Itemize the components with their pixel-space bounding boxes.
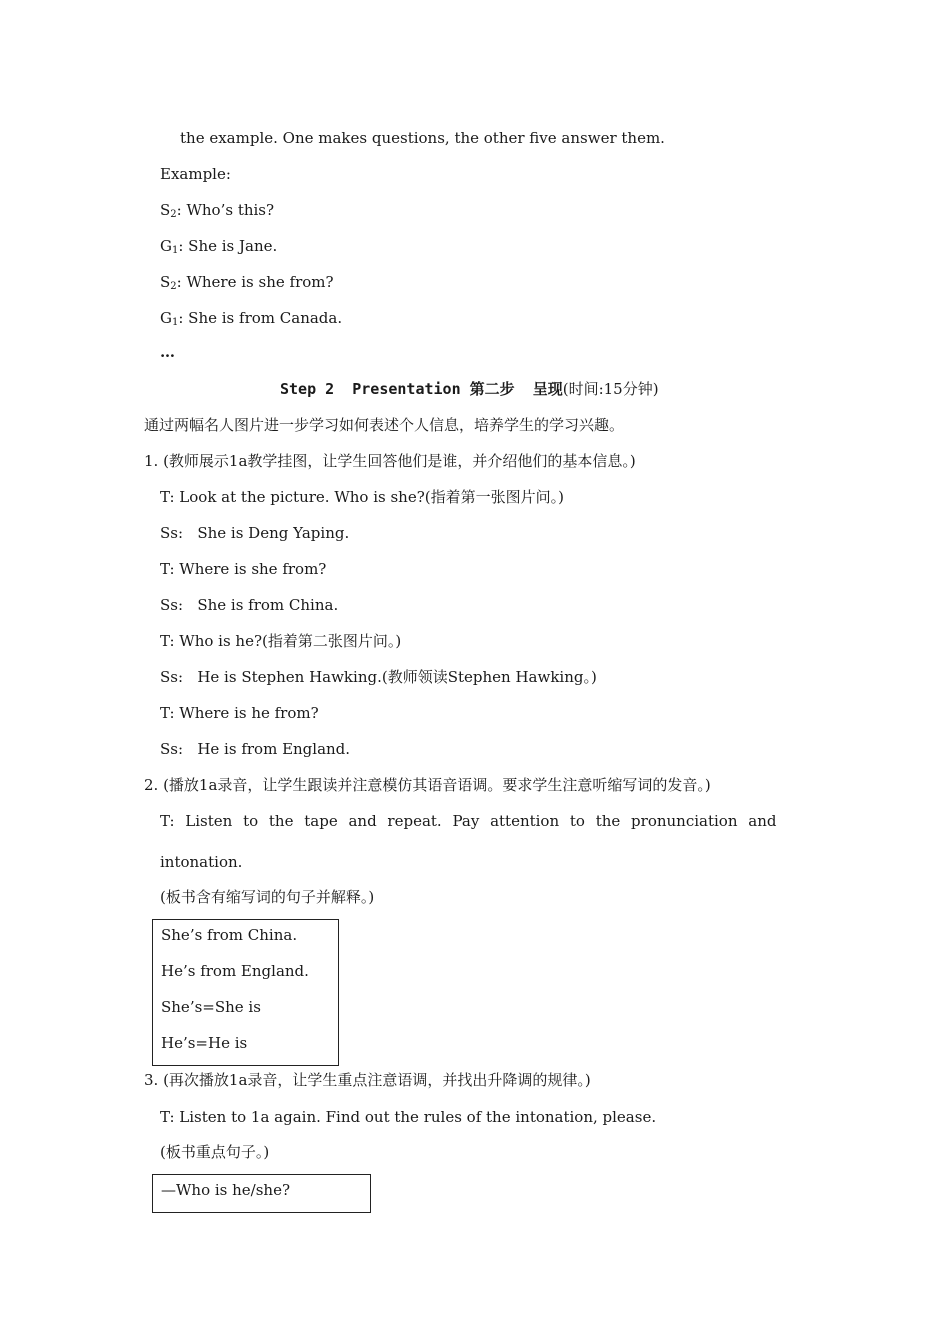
speaker: G bbox=[160, 237, 172, 255]
dialogue-line: Ss: He is Stephen Hawking.(教师领读Stephen Hawking。) bbox=[160, 668, 597, 686]
ellipsis: … bbox=[160, 343, 175, 361]
board-line: He’s from England. bbox=[161, 962, 309, 980]
item-1-title: 1. (教师展示1a教学挂图，让学生回答他们是谁，并介绍他们的基本信息。) bbox=[144, 452, 636, 470]
step-heading bbox=[280, 379, 659, 399]
dialogue-text: : Where is she from? bbox=[176, 273, 334, 291]
blackboard-box bbox=[152, 1174, 371, 1213]
item-3-title: 3. (再次播放1a录音，让学生重点注意语调，并找出升降调的规律。) bbox=[144, 1071, 591, 1089]
board-line: He’s=He is bbox=[161, 1034, 248, 1052]
dialogue-line: Ss: She is from China. bbox=[160, 596, 339, 614]
dialogue-line bbox=[160, 308, 342, 328]
speaker-index: 2 bbox=[170, 209, 177, 220]
board-line: She’s from China. bbox=[161, 926, 298, 944]
board-line: She’s=She is bbox=[161, 998, 261, 1016]
speaker-index: 2 bbox=[170, 281, 177, 292]
dialogue-line bbox=[160, 236, 277, 256]
dialogue-line: T: Look at the picture. Who is she?(指着第一张图片问。) bbox=[160, 488, 564, 506]
blackboard-box bbox=[152, 919, 339, 1066]
speaker: G bbox=[160, 309, 172, 327]
speaker: S bbox=[160, 201, 171, 219]
step-purpose: 通过两幅名人图片进一步学习如何表述个人信息，培养学生的学习兴趣。 bbox=[144, 416, 625, 434]
speaker-index: 1 bbox=[171, 317, 179, 328]
speaker-index: 1 bbox=[171, 245, 179, 256]
example-label: Example: bbox=[160, 165, 231, 183]
board-line: —Who is he/she? bbox=[161, 1181, 291, 1199]
dialogue-line: T: Where is she from? bbox=[160, 560, 327, 578]
dialogue-text: : She is from Canada. bbox=[178, 309, 343, 327]
step-time: (时间:15分钟) bbox=[562, 380, 659, 398]
intro-continued-line: the example. One makes questions, the other five answer them. bbox=[180, 129, 665, 147]
dialogue-line bbox=[160, 200, 274, 220]
dialogue-text: : Who’s this? bbox=[176, 201, 275, 219]
item-2-title: 2. (播放1a录音，让学生跟读并注意模仿其语音语调。要求学生注意听缩写词的发音。) bbox=[144, 776, 711, 794]
speaker: S bbox=[160, 273, 171, 291]
teacher-instruction-continued: intonation. bbox=[160, 853, 243, 871]
board-note: (板书重点句子。) bbox=[160, 1143, 270, 1161]
step-title: Step 2 Presentation 第二步 呈现 bbox=[280, 380, 563, 398]
board-note: (板书含有缩写词的句子并解释。) bbox=[160, 888, 375, 906]
dialogue-line bbox=[160, 272, 334, 292]
dialogue-line: Ss: He is from England. bbox=[160, 740, 351, 758]
dialogue-text: : She is Jane. bbox=[178, 237, 278, 255]
teacher-instruction: T: Listen to 1a again. Find out the rules of the intonation, please. bbox=[160, 1108, 657, 1126]
teacher-instruction: T: Listen to the tape and repeat. Pay attention to the pronunciation and bbox=[160, 812, 777, 830]
dialogue-line: T: Where is he from? bbox=[160, 704, 319, 722]
dialogue-line: T: Who is he?(指着第二张图片问。) bbox=[160, 632, 402, 650]
dialogue-line: Ss: She is Deng Yaping. bbox=[160, 524, 350, 542]
